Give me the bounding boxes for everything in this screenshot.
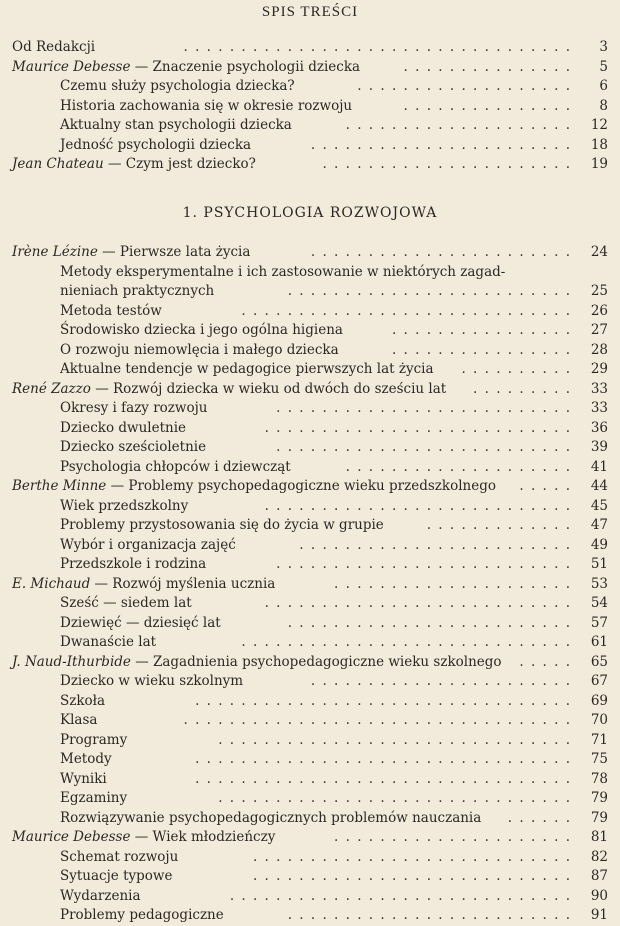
leader-dots: . . . . . . . . . . . . . . . . . . . . . . . . . (287, 614, 570, 631)
toc-title: O rozwoju niemowlęcia i małego dziecka (60, 341, 339, 358)
toc-entry (0, 97, 620, 117)
toc-page-number: 87 (590, 868, 608, 884)
toc-entry (0, 77, 620, 97)
toc-entry-text (60, 117, 292, 133)
leader-dots: . . . . . . . . . . . . . . . . . . . . . . . . . . . . . . . . . . (183, 712, 570, 728)
toc-entry-text (60, 849, 178, 865)
toc-title: Problemy przystosowania się do życia w grupie (60, 517, 384, 533)
toc-page-number: 69 (590, 692, 608, 709)
toc-title: Dziewięć — dziesięć lat (60, 614, 221, 631)
toc-title: Metody (60, 751, 112, 767)
toc-entry-text (60, 303, 162, 319)
toc-entry-text (60, 264, 505, 280)
toc-title: Dziecko sześcioletnie (60, 439, 207, 455)
leader-dots: . . . . . . . . . . . . . . . . . . . . . . . . . . . (264, 595, 570, 611)
leader-dots: . . . . . . (507, 809, 570, 826)
toc-entry-text (60, 732, 127, 748)
toc-entry (0, 282, 620, 302)
toc-page-number: 90 (590, 887, 608, 904)
toc-title: — Czym jest dziecko? (103, 156, 256, 172)
toc-page-number: 33 (590, 380, 608, 397)
section-toc-list (0, 243, 620, 926)
toc-entry (0, 633, 620, 653)
leader-dots: . . . . . . . . . . . . . . . . . . . . . . . . . . . . . . . (218, 731, 570, 748)
leader-dots: . . . . . . . . . . . . . . . . . . . . . . . . . . . . (252, 848, 570, 865)
leader-dots: . . . . . . . . . . . . . . . . . . . . . . (322, 156, 570, 172)
toc-page-number: 47 (590, 517, 608, 533)
toc-page-number: 54 (590, 595, 608, 611)
toc-entry (0, 419, 620, 439)
toc-entry-text (60, 137, 251, 153)
toc-title: Rozwiązywanie psychopedagogicznych problemów nauczania (60, 809, 482, 826)
toc-page-number: 18 (590, 136, 608, 153)
leader-dots: . . . . . . . . . . . . . . . . . . . . . (334, 575, 570, 592)
toc-entry (0, 58, 620, 78)
page-title: SPIS TREŚCI (261, 4, 359, 20)
toc-entry-text (12, 39, 95, 55)
leader-dots: . . . . . . . . . . . . . . . . . . . . (345, 117, 570, 133)
toc-page-number: 75 (590, 751, 608, 767)
leader-dots: . . . . . . . . . . . . . . . . . . . . . . . . . . . . (252, 868, 570, 884)
toc-page-number: 45 (590, 497, 608, 514)
leader-dots: . . . . . . . . . . . . . . . . . . . . . . . . (299, 536, 570, 553)
leader-dots: . . . . . . . . . . (461, 361, 570, 377)
toc-title: Przedszkole i rodzina (60, 556, 207, 572)
toc-entry-text (12, 59, 360, 75)
leader-dots: . . . . . . . . . . . . . . . (403, 97, 570, 114)
leader-dots: . . . . . . . . . . . . . . . . . . . . . . . (310, 244, 570, 260)
toc-title: Wiek przedszkolny (60, 497, 189, 514)
toc-entry (0, 243, 620, 263)
toc-title: Szkoła (60, 692, 106, 709)
toc-entry (0, 458, 620, 478)
toc-entry (0, 711, 620, 731)
toc-author: J. Naud-Ithurbide (12, 653, 131, 670)
toc-page-number: 81 (590, 829, 608, 845)
toc-entry-text (60, 537, 236, 553)
leader-dots: . . . . . . . . . . . . . . . . . . . (357, 78, 570, 94)
leader-dots: . . . . . . . . . . . . . . . . . . . . . . . . . . . . . (241, 634, 570, 650)
toc-author: Irène Lézine (12, 244, 98, 260)
toc-entry-text (12, 478, 496, 494)
toc-entry-text (12, 576, 275, 592)
toc-page-number: 79 (590, 809, 608, 826)
leader-dots: . . . . . . . . . . . . . . . . . . . . . . . . . . . . . . . . . (195, 692, 570, 709)
toc-entry (0, 536, 620, 556)
toc-page-number: 28 (590, 341, 608, 358)
toc-title: Historia zachowania się w okresie rozwoju (60, 97, 353, 114)
toc-entry-text (60, 693, 105, 709)
leader-dots: . . . . . . . . . . . . . . . . . . . . . . . . . . . (264, 497, 570, 514)
leader-dots: . . . . . . . . . . . . . . . (403, 58, 570, 75)
toc-page-number: 25 (590, 283, 608, 299)
toc-entry-text (60, 810, 481, 826)
toc-entry (0, 497, 620, 517)
toc-title: Jedność psychologii dziecka (60, 136, 252, 153)
toc-page-number: 71 (590, 731, 608, 748)
toc-title: Aktualny stan psychologii dziecka (60, 117, 292, 133)
toc-page-number: 57 (590, 614, 608, 631)
toc-page-number: 27 (590, 322, 608, 338)
toc-title: nieniach praktycznych (60, 283, 215, 299)
toc-entry-text (60, 868, 172, 884)
toc-entry (0, 594, 620, 614)
toc-entry (0, 828, 620, 848)
toc-title: Sytuacje typowe (60, 868, 173, 884)
toc-entry (0, 867, 620, 887)
toc-entry-text (60, 556, 206, 572)
toc-title: — Zagadnienia psychopedagogiczne wieku szkolnego (130, 653, 502, 670)
toc-page-number: 79 (590, 790, 608, 806)
toc-author: Maurice Debesse (12, 58, 131, 75)
toc-author: Maurice Debesse (12, 829, 131, 845)
toc-page-number: 49 (590, 536, 608, 553)
leader-dots: . . . . . . . . . . . . . . . . . . . . . . . . . (287, 907, 570, 923)
leader-dots: . . . . . . . . . . . . . . . . . . . . . . . . . (287, 283, 570, 299)
toc-page-number: 53 (590, 575, 608, 592)
toc-title: Psychologia chłopców i dziewcząt (60, 458, 291, 475)
toc-entry-text (60, 400, 207, 416)
toc-entry-text (60, 595, 192, 611)
toc-entry (0, 136, 620, 156)
leader-dots: . . . . . (519, 478, 570, 494)
toc-entry-text (60, 751, 112, 767)
toc-page-number: 41 (590, 458, 608, 475)
toc-entry-text (12, 244, 250, 260)
toc-title: Dwanaście lat (60, 634, 157, 650)
toc-page-number: 26 (590, 302, 608, 319)
toc-title: Dziecko dwuletnie (60, 419, 187, 436)
toc-page-number: 67 (590, 673, 608, 689)
toc-page-number: 61 (590, 634, 608, 650)
leader-dots: . . . . . . . . . . . . . (426, 517, 570, 533)
leader-dots: . . . . . . . . . . . . . . . . . . . . . (334, 829, 570, 845)
leader-dots: . . . . . (519, 653, 570, 670)
toc-entry (0, 614, 620, 634)
toc-page-number: 78 (590, 770, 608, 787)
toc-entry (0, 672, 620, 692)
toc-entry-text (60, 459, 291, 475)
leader-dots: . . . . . . . . . (473, 380, 570, 397)
toc-entry (0, 360, 620, 380)
toc-title: Wybór i organizacja zajęć (60, 536, 236, 553)
toc-title: Programy (60, 731, 128, 748)
toc-page-number: 36 (590, 419, 608, 436)
toc-page-number: 51 (590, 556, 608, 572)
toc-entry (0, 555, 620, 575)
toc-entry-text (60, 283, 214, 299)
toc-entry-text (60, 615, 221, 631)
toc-page-number: 19 (590, 156, 608, 172)
toc-entry (0, 906, 620, 926)
toc-page-number: 12 (590, 117, 608, 133)
toc-page-number: 82 (590, 848, 608, 865)
toc-entry-text (60, 517, 384, 533)
toc-title: Problemy pedagogiczne (60, 907, 224, 923)
toc-title: — Rozwój myślenia ucznia (90, 575, 276, 592)
toc-author: René Zazzo (12, 380, 91, 397)
leader-dots: . . . . . . . . . . . . . . . . . . . . . . . . . . . . . . . . . (195, 770, 570, 787)
toc-entry (0, 789, 620, 809)
toc-entry-text (60, 712, 97, 728)
toc-entry (0, 653, 620, 673)
toc-entry (0, 731, 620, 751)
toc-page-number: 33 (590, 400, 608, 416)
toc-title: — Rozwój dziecka w wieku od dwóch do sześciu lat (90, 380, 447, 397)
leader-dots: . . . . . . . . . . . . . . . . . . . . . . . . . . . . . . . . . . (183, 39, 570, 55)
toc-entry-text (60, 790, 127, 806)
toc-entry (0, 155, 620, 175)
toc-title: Metoda testów (60, 302, 162, 319)
toc-entry (0, 399, 620, 419)
toc-page-number: 24 (590, 244, 608, 260)
toc-page-number: 8 (599, 97, 608, 114)
toc-page-number: 39 (590, 439, 608, 455)
toc-entry (0, 380, 620, 400)
toc-page-number: 3 (599, 39, 608, 55)
leader-dots: . . . . . . . . . . . . . . . . . . . . . . . . . . . (264, 419, 570, 436)
toc-title: Dziecko w wieku szkolnym (60, 673, 244, 689)
leader-dots: . . . . . . . . . . . . . . . . (391, 322, 570, 338)
toc-entry-text (12, 156, 256, 172)
toc-entry-text (60, 98, 352, 114)
toc-title: Okresy i fazy rozwoju (60, 400, 208, 416)
leader-dots: . . . . . . . . . . . . . . . . . . . . . . . . . . (276, 439, 570, 455)
leader-dots: . . . . . . . . . . . . . . . . (391, 341, 570, 358)
leader-dots: . . . . . . . . . . . . . . . . . . . . . . . . . . . . . . . . . (195, 751, 570, 767)
toc-entry-text (12, 654, 502, 670)
toc-entry-text (60, 907, 224, 923)
toc-title: — Pierwsze lata życia (97, 244, 251, 260)
toc-entry (0, 321, 620, 341)
toc-title: — Problemy psychopedagogiczne wieku przedszkolnego (106, 478, 496, 494)
toc-page-number: 29 (590, 361, 608, 377)
toc-entry-text (12, 381, 446, 397)
leader-dots: . . . . . . . . . . . . . . . . . . . . . . . (310, 136, 570, 153)
toc-title: Sześć — siedem lat (60, 595, 192, 611)
toc-entry (0, 692, 620, 712)
toc-title: Metody eksperymentalne i ich zastosowanie w niektórych zagad- (60, 263, 506, 280)
toc-entry-text (60, 888, 141, 904)
toc-page-number: 91 (590, 907, 608, 923)
toc-entry (0, 809, 620, 829)
toc-entry (0, 516, 620, 536)
toc-entry (0, 575, 620, 595)
toc-entry (0, 38, 620, 58)
toc-entry (0, 302, 620, 322)
toc-entry-text (60, 673, 243, 689)
toc-author: Berthe Minne (12, 478, 107, 494)
toc-title: Egzaminy (60, 790, 128, 806)
toc-author: Jean Chateau (12, 156, 104, 172)
toc-entry (0, 438, 620, 458)
leader-dots: . . . . . . . . . . . . . . . . . . . . . . . (310, 673, 570, 689)
toc-page-number: 5 (599, 58, 608, 75)
toc-entry-text (60, 634, 156, 650)
toc-entry (0, 848, 620, 868)
toc-title: — Znaczenie psychologii dziecka (130, 58, 361, 75)
toc-title: Klasa (60, 712, 98, 728)
toc-title: Środowisko dziecka i jego ogólna higiena (60, 322, 343, 338)
leader-dots: . . . . . . . . . . . . . . . . . . . . (345, 458, 570, 475)
toc-entry (0, 341, 620, 361)
toc-entry-text (60, 498, 188, 514)
toc-entry-text (60, 439, 206, 455)
toc-entry (0, 477, 620, 497)
toc-entry-text (60, 78, 295, 94)
toc-entry-text (60, 322, 343, 338)
toc-entry-text (12, 829, 275, 845)
toc-title: Czemu służy psychologia dziecka? (60, 78, 295, 94)
leader-dots: . . . . . . . . . . . . . . . . . . . . . . . . . . . . . (241, 302, 570, 319)
leader-dots: . . . . . . . . . . . . . . . . . . . . . . . . . . . . . . (229, 887, 570, 904)
toc-entry (0, 750, 620, 770)
toc-page-number: 70 (590, 712, 608, 728)
section-heading: 1. PSYCHOLOGIA ROZWOJOWA (182, 205, 438, 221)
toc-title: Schemat rozwoju (60, 848, 179, 865)
toc-entry-text (60, 771, 107, 787)
toc-title: Od Redakcji (12, 39, 96, 55)
toc-page-number: 44 (590, 478, 608, 494)
toc-entry (0, 887, 620, 907)
toc-entry-text (60, 342, 339, 358)
toc-title: Wydarzenia (60, 887, 141, 904)
toc-title: Wyniki (60, 770, 107, 787)
toc-entry-text (60, 420, 186, 436)
toc-entry (0, 770, 620, 790)
leader-dots: . . . . . . . . . . . . . . . . . . . . . . . . . . (276, 400, 570, 416)
toc-author: E. Michaud (12, 575, 91, 592)
toc-entry-text (60, 361, 434, 377)
toc-title: Aktualne tendencje w pedagogice pierwszych lat życia (60, 361, 434, 377)
intro-toc-list (0, 38, 620, 175)
toc-page-number: 6 (599, 78, 608, 94)
toc-page-number: 65 (590, 653, 608, 670)
toc-entry (0, 263, 620, 283)
leader-dots: . . . . . . . . . . . . . . . . . . . . . . . . . . (276, 556, 570, 572)
toc-entry (0, 116, 620, 136)
leader-dots: . . . . . . . . . . . . . . . . . . . . . . . . . . . . . . . (218, 790, 570, 806)
toc-title: — Wiek młodzieńczy (130, 829, 276, 845)
